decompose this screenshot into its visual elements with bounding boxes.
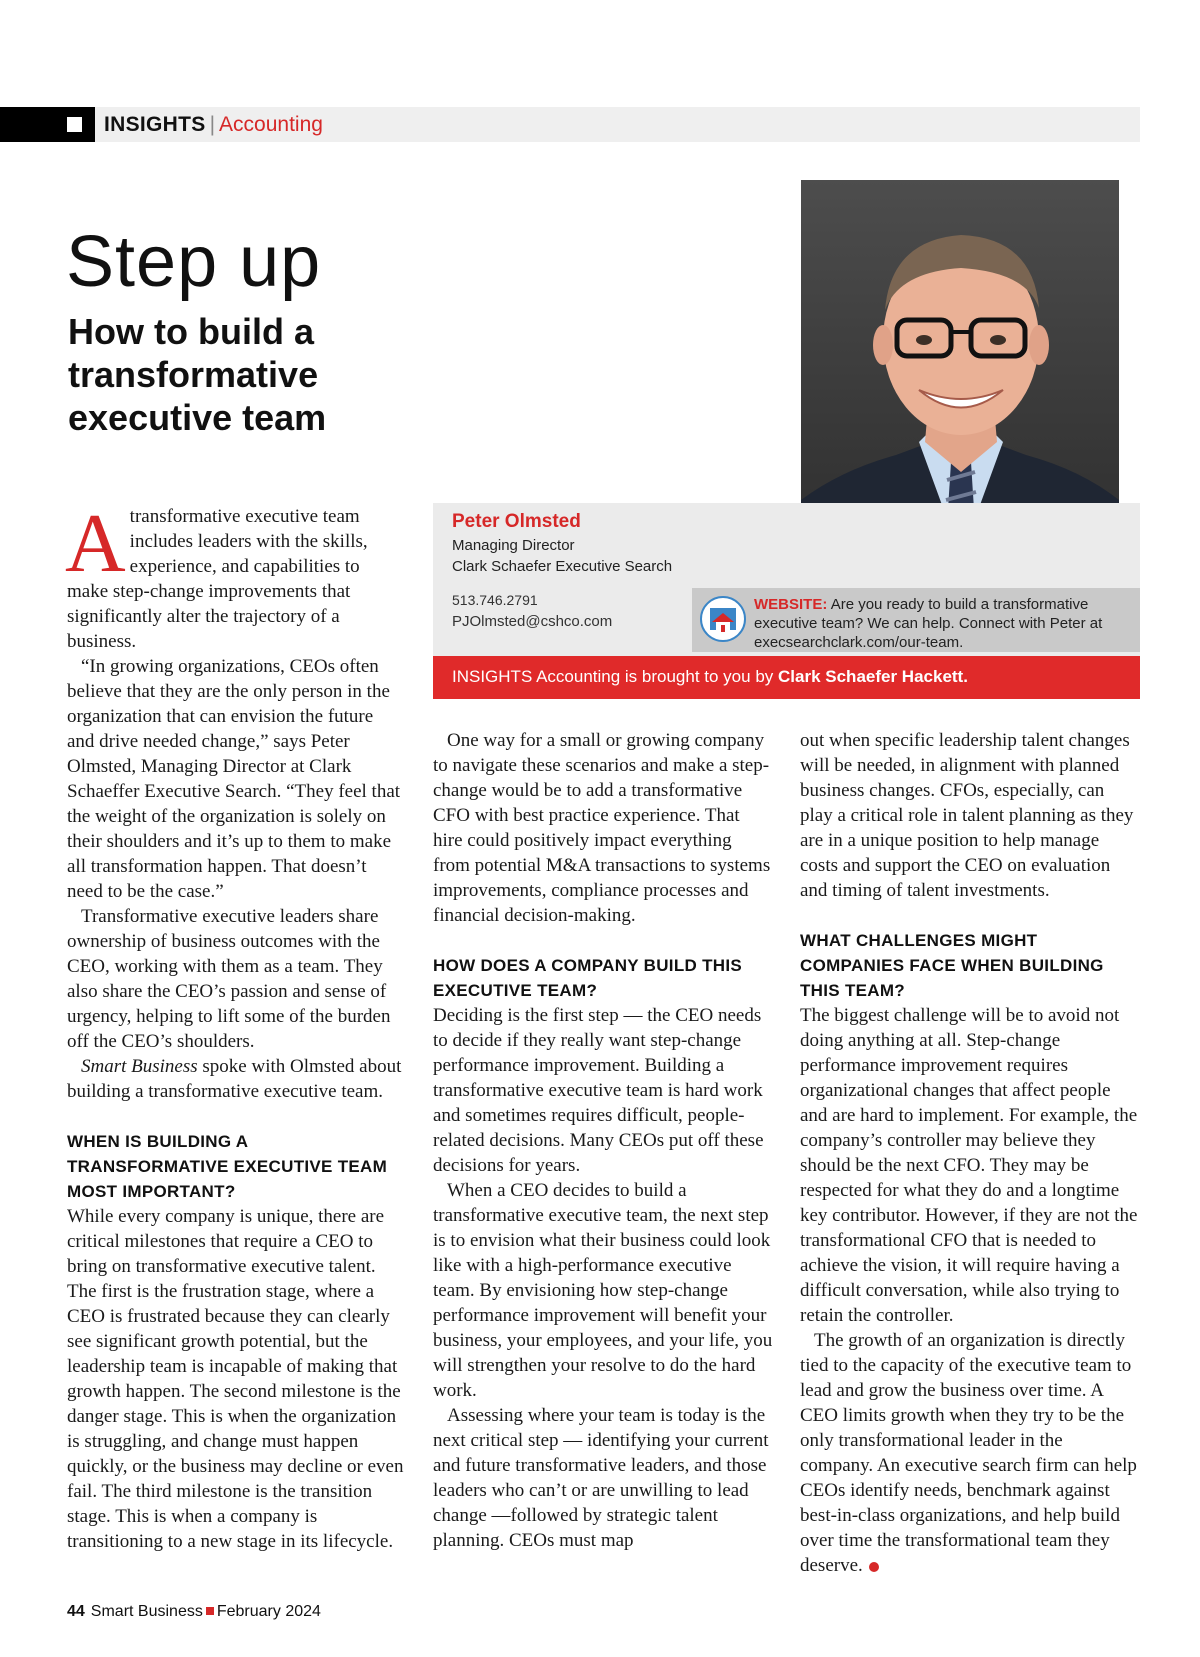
header-square-icon [67, 117, 82, 132]
body-paragraph: “In growing organizations, CEOs often believe that they are the only person in the organization that can envision the future and drive needed change,” says Peter Olmsted, Managing Director at Clark Schaeffer Executive Search. “They feel that the weight of the organization is solely on their shoulders and it’s up to them to make all transformation happen. That doesn’t need to be the case.” [67, 656, 401, 902]
article-subtitle: How to build a transformative executive team [68, 311, 327, 438]
body-text: The growth of an organization is directly tied to the capacity of the executive team to lead and grow the business over time. A CEO limits growth when they try to be the only transformational leader in the company. An executive search firm can help CEOs identify needs, benchmark against best-in-class organizations, and help build over time the transformational team they deserve. [800, 1330, 1137, 1576]
lead-text: transformative executive team includes leaders with the skills, experience, and capabilities to make step-change improvements that significantly alter the trajectory of a business. [67, 506, 368, 652]
author-email[interactable]: PJOlmsted@cshco.com [452, 613, 613, 630]
footer-square-icon [206, 1607, 214, 1615]
author-name: Peter Olmsted [452, 511, 581, 532]
website-house-icon [700, 596, 746, 642]
website-text [754, 595, 1134, 652]
body-paragraph: While every company is unique, there are critical milestones that require a CEO to bring on transformative executive talent. The first is the frustration stage, where a CEO is frustrated because they can clearly see significant growth potential, but the leadership team is incapable of making that growth happen. The second milestone is the danger stage. This is when the organization is struggling, and change must happen quickly, or the business may decline or even fail. The third milestone is the transition stage. This is when a company is transitioning to a new stage in its lifecycle. [67, 1206, 404, 1552]
article-column-2 [433, 728, 773, 1553]
brand-label: INSIGHTS [104, 113, 206, 136]
body-paragraph: Deciding is the first step — the CEO needs to decide if they really want step-change performance improvement. Building a transformative executive team is hard work and sometimes requires difficult, people-related decisions. Many CEOs put off these decisions for years. [433, 1005, 764, 1176]
author-role: Managing Director [452, 537, 575, 554]
author-phone[interactable]: 513.746.2791 [452, 592, 538, 608]
portrait-illustration [801, 180, 1119, 557]
issue-date: February 2024 [216, 1603, 321, 1620]
portrait-photo [801, 180, 1119, 557]
sponsor-text [452, 667, 968, 687]
publication-name: Smart Business [81, 1056, 198, 1077]
body-paragraph: The biggest challenge will be to avoid not doing anything at all. Step-change performance improvement requires organizational changes that affect people and are hard to implement. For example, the company’s controller may believe they should be the next CFO. They may be respected for what they do and a longtime key contributor. However, if they are not the transformational CFO that is needed to achieve the vision, it will require having a difficult conversation, while also trying to retain the controller. [800, 1005, 1138, 1326]
end-mark-icon [869, 1562, 879, 1572]
publication-title: Smart Business [90, 1603, 203, 1620]
section-heading: HOW DOES A COMPANY BUILD THIS EXECUTIVE TEAM? [433, 956, 743, 1000]
page-number: 44 [67, 1603, 85, 1620]
section-heading: WHEN IS BUILDING A TRANSFORMATIVE EXECUTIVE TEAM MOST IMPORTANT? [67, 1132, 388, 1201]
body-paragraph [67, 1054, 405, 1104]
body-paragraph: When a CEO decides to build a transformative executive team, the next step is to envision what their business could look like with a high-performance executive team. By envisioning how step-change performance improvement will benefit your business, your employees, and your life, you will strengthen your resolve to do the hard work. [433, 1180, 773, 1401]
author-info-box [433, 503, 1140, 659]
sponsor-banner [433, 656, 1140, 699]
page-footer [67, 1603, 321, 1621]
website-callout [692, 588, 1140, 652]
author-firm: Clark Schaefer Executive Search [452, 558, 673, 575]
sponsor-prefix: INSIGHTS Accounting is brought to you by [452, 667, 774, 686]
body-paragraph: Assessing where your team is today is the next critical step — identifying your current and future transformative leaders, and those leaders who can’t or are unwilling to lead change —followed by strategic talent planning. CEOs must map [433, 1405, 769, 1551]
body-text: spoke with Olmsted about building a transformative executive team. [67, 1056, 402, 1102]
body-paragraph: Transformative executive leaders share ownership of business outcomes with the CEO, working with them as a team. They also share the CEO’s passion and sense of urgency, helping to lift some of the burden off the CEO’s shoulders. [67, 906, 391, 1052]
section-name: Accounting [219, 113, 323, 136]
body-paragraph: One way for a small or growing company to navigate these scenarios and make a step-change would be to add a transformative CFO with best practice experience. That hire could positively impact everything from potential M&A transactions to systems improvements, compliance processes and financial decision-making. [433, 730, 771, 926]
header-black-block [0, 107, 95, 142]
article-column-1 [65, 497, 405, 1554]
website-label: WEBSITE: [754, 596, 828, 613]
lead-paragraph [65, 497, 405, 654]
article-title: Step up [66, 222, 322, 302]
section-heading: WHAT CHALLENGES MIGHT COMPANIES FACE WHEN BUILDING THIS TEAM? [800, 931, 1104, 1000]
section-header-band [0, 107, 1140, 142]
website-description[interactable]: Are you ready to build a transformative executive team? We can help. Connect with Peter at execsearchclark.com/our-team. [754, 596, 1103, 651]
article-column-3 [800, 728, 1140, 1578]
closing-paragraph [800, 1328, 1140, 1578]
drop-cap: A [65, 497, 126, 590]
body-paragraph: out when specific leadership talent changes will be needed, in alignment with planned business changes. CFOs, especially, can play a critical role in talent planning as they are in a unique position to help manage costs and support the CEO on evaluation and timing of talent investments. [800, 730, 1134, 901]
section-label [104, 113, 323, 137]
sponsor-name: Clark Schaefer Hackett. [778, 667, 968, 686]
label-separator: | [209, 113, 216, 136]
